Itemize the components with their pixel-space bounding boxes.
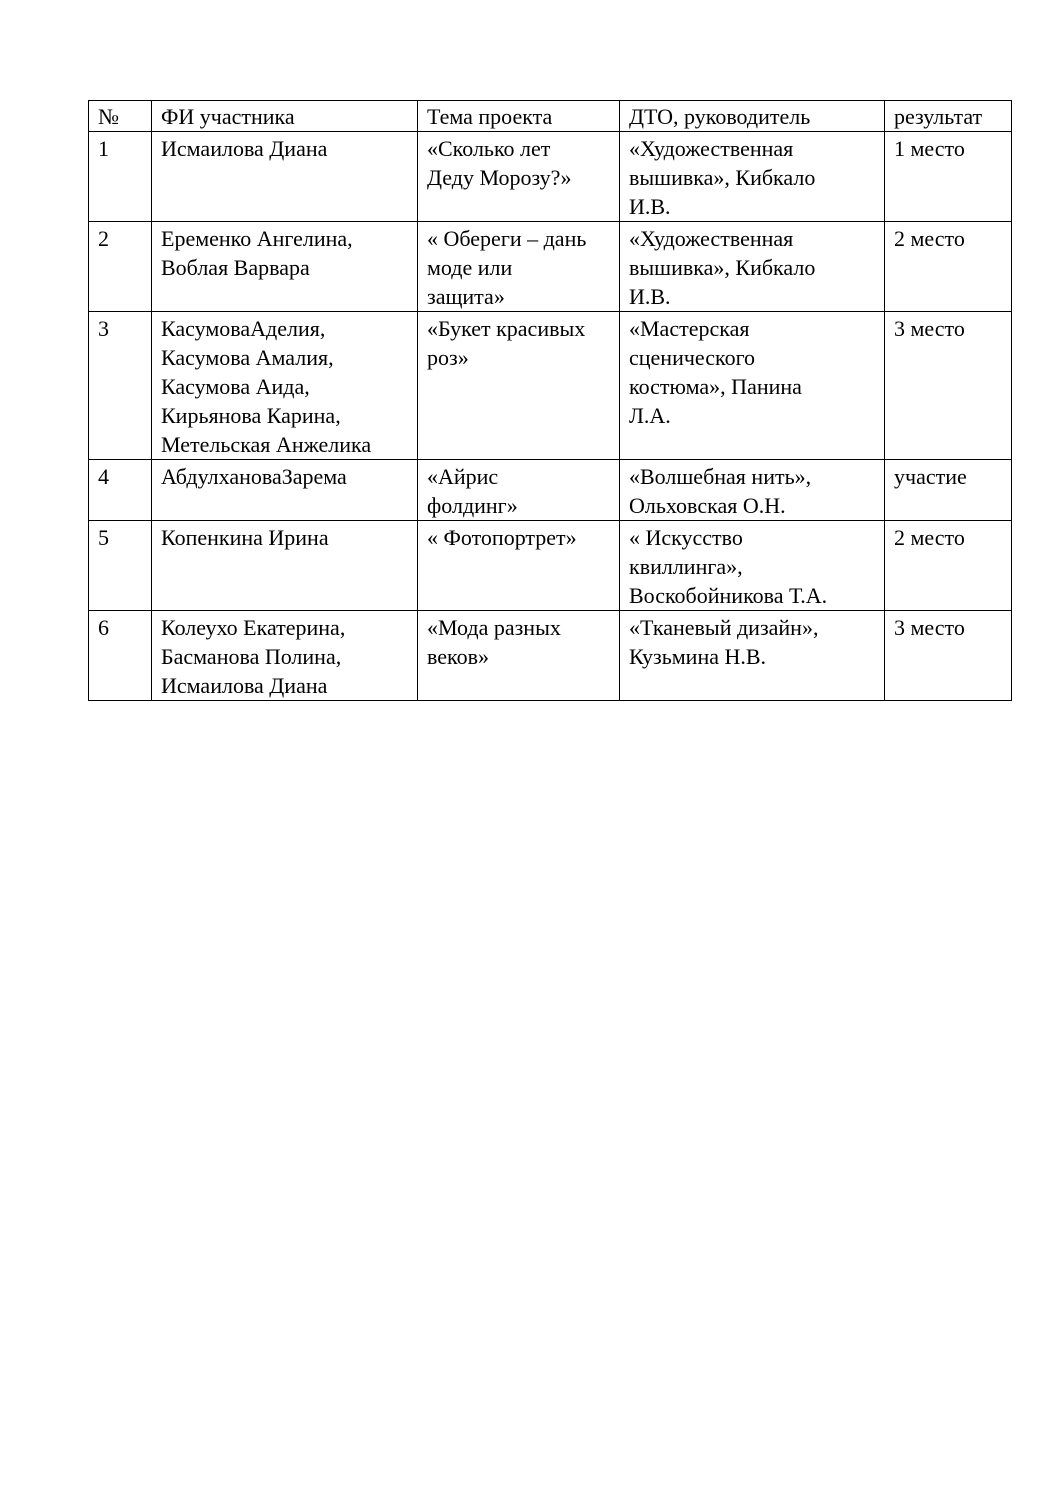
table-row: [89, 312, 1012, 460]
cell-name: Еременко Ангелина, Воблая Варвара: [152, 222, 418, 312]
cell-num: 5: [89, 521, 152, 611]
header-topic: Тема проекта: [418, 101, 620, 132]
cell-num: 6: [89, 611, 152, 701]
cell-result: участие: [885, 460, 1012, 521]
cell-name: КасумоваАделия, Касумова Амалия, Касумова Аида, Кирьянова Карина, Метельская Анжелика: [152, 312, 418, 460]
table-row: [89, 611, 1012, 701]
cell-name: Исмаилова Диана: [152, 132, 418, 222]
cell-dto: «Мастерская сценического костюма», Панина Л.А.: [620, 312, 885, 460]
cell-num: 4: [89, 460, 152, 521]
cell-num: 2: [89, 222, 152, 312]
cell-result: 2 место: [885, 222, 1012, 312]
cell-result: 3 место: [885, 312, 1012, 460]
header-result: результат: [885, 101, 1012, 132]
table-row: [89, 521, 1012, 611]
cell-result: 3 место: [885, 611, 1012, 701]
table-row: [89, 460, 1012, 521]
header-name: ФИ участника: [152, 101, 418, 132]
header-num: №: [89, 101, 152, 132]
cell-dto: « Искусство квиллинга», Воскобойникова Т.А.: [620, 521, 885, 611]
cell-dto: «Тканевый дизайн», Кузьмина Н.В.: [620, 611, 885, 701]
header-dto: ДТО, руководитель: [620, 101, 885, 132]
cell-name: АбдулхановаЗарема: [152, 460, 418, 521]
cell-dto: «Волшебная нить», Ольховская О.Н.: [620, 460, 885, 521]
cell-topic: « Фотопортрет»: [418, 521, 620, 611]
cell-topic: « Обереги – дань моде или защита»: [418, 222, 620, 312]
cell-num: 1: [89, 132, 152, 222]
cell-topic: «Букет красивых роз»: [418, 312, 620, 460]
table-row: [89, 132, 1012, 222]
cell-result: 2 место: [885, 521, 1012, 611]
cell-topic: «Айрис фолдинг»: [418, 460, 620, 521]
table-header-row: [89, 101, 1012, 132]
cell-topic: «Сколько лет Деду Морозу?»: [418, 132, 620, 222]
cell-dto: «Художественная вышивка», Кибкало И.В.: [620, 222, 885, 312]
cell-name: Копенкина Ирина: [152, 521, 418, 611]
cell-name: Колеухо Екатерина, Басманова Полина, Исмаилова Диана: [152, 611, 418, 701]
cell-num: 3: [89, 312, 152, 460]
results-table: [88, 100, 1012, 701]
table-row: [89, 222, 1012, 312]
cell-dto: «Художественная вышивка», Кибкало И.В.: [620, 132, 885, 222]
cell-topic: «Мода разных веков»: [418, 611, 620, 701]
cell-result: 1 место: [885, 132, 1012, 222]
